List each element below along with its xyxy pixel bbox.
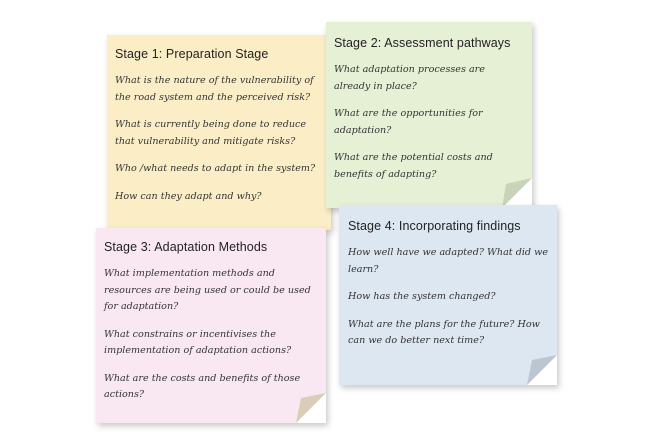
stage-2-question-2: What are the opportunities for adaptation? [334, 108, 483, 136]
stage-3-question-3: What are the costs and benefits of those actions? [104, 372, 301, 400]
stage-3-question-1: What implementation methods and resources are being used or could be used for adaptation? [104, 268, 311, 312]
sticky-note-stage-3 [96, 228, 326, 423]
stage-1-question-3: Who /what needs to adapt in the system? [115, 163, 316, 174]
stage-1-question-1: What is the nature of the vulnerability of the road system and the perceived risk? [115, 75, 314, 103]
page-curl-icon [296, 393, 326, 423]
stage-1-question-2: What is currently being done to reduce that vulnerability and mitigate risks? [115, 119, 307, 147]
stage-4-question-1: How well have we adapted? What did we learn? [348, 247, 549, 275]
stage-3-title: Stage 3: Adaptation Methods [104, 240, 268, 254]
sticky-note-stage-1 [107, 35, 331, 230]
stage-2-question-1: What adaptation processes are already in place? [334, 64, 485, 92]
stage-2-title: Stage 2: Assessment pathways [334, 36, 511, 50]
stage-4-question-3: What are the plans for the future? How can we do better next time? [348, 318, 540, 346]
sticky-note-stage-2 [326, 22, 532, 208]
stage-3-question-2: What constrains or incentivises the implementation of adaptation actions? [104, 328, 292, 356]
stage-4-question-2: How has the system changed? [348, 291, 496, 302]
page-curl-icon [527, 355, 557, 385]
sticky-note-stage-4 [339, 205, 557, 385]
stage-1-question-4: How can they adapt and why? [115, 190, 262, 202]
stage-1-title: Stage 1: Preparation Stage [115, 47, 269, 61]
page-curl-icon [502, 178, 532, 208]
stage-2-question-3: What are the potential costs and benefits of adapting? [334, 152, 493, 180]
stage-4-title: Stage 4: Incorporating findings [348, 219, 521, 233]
